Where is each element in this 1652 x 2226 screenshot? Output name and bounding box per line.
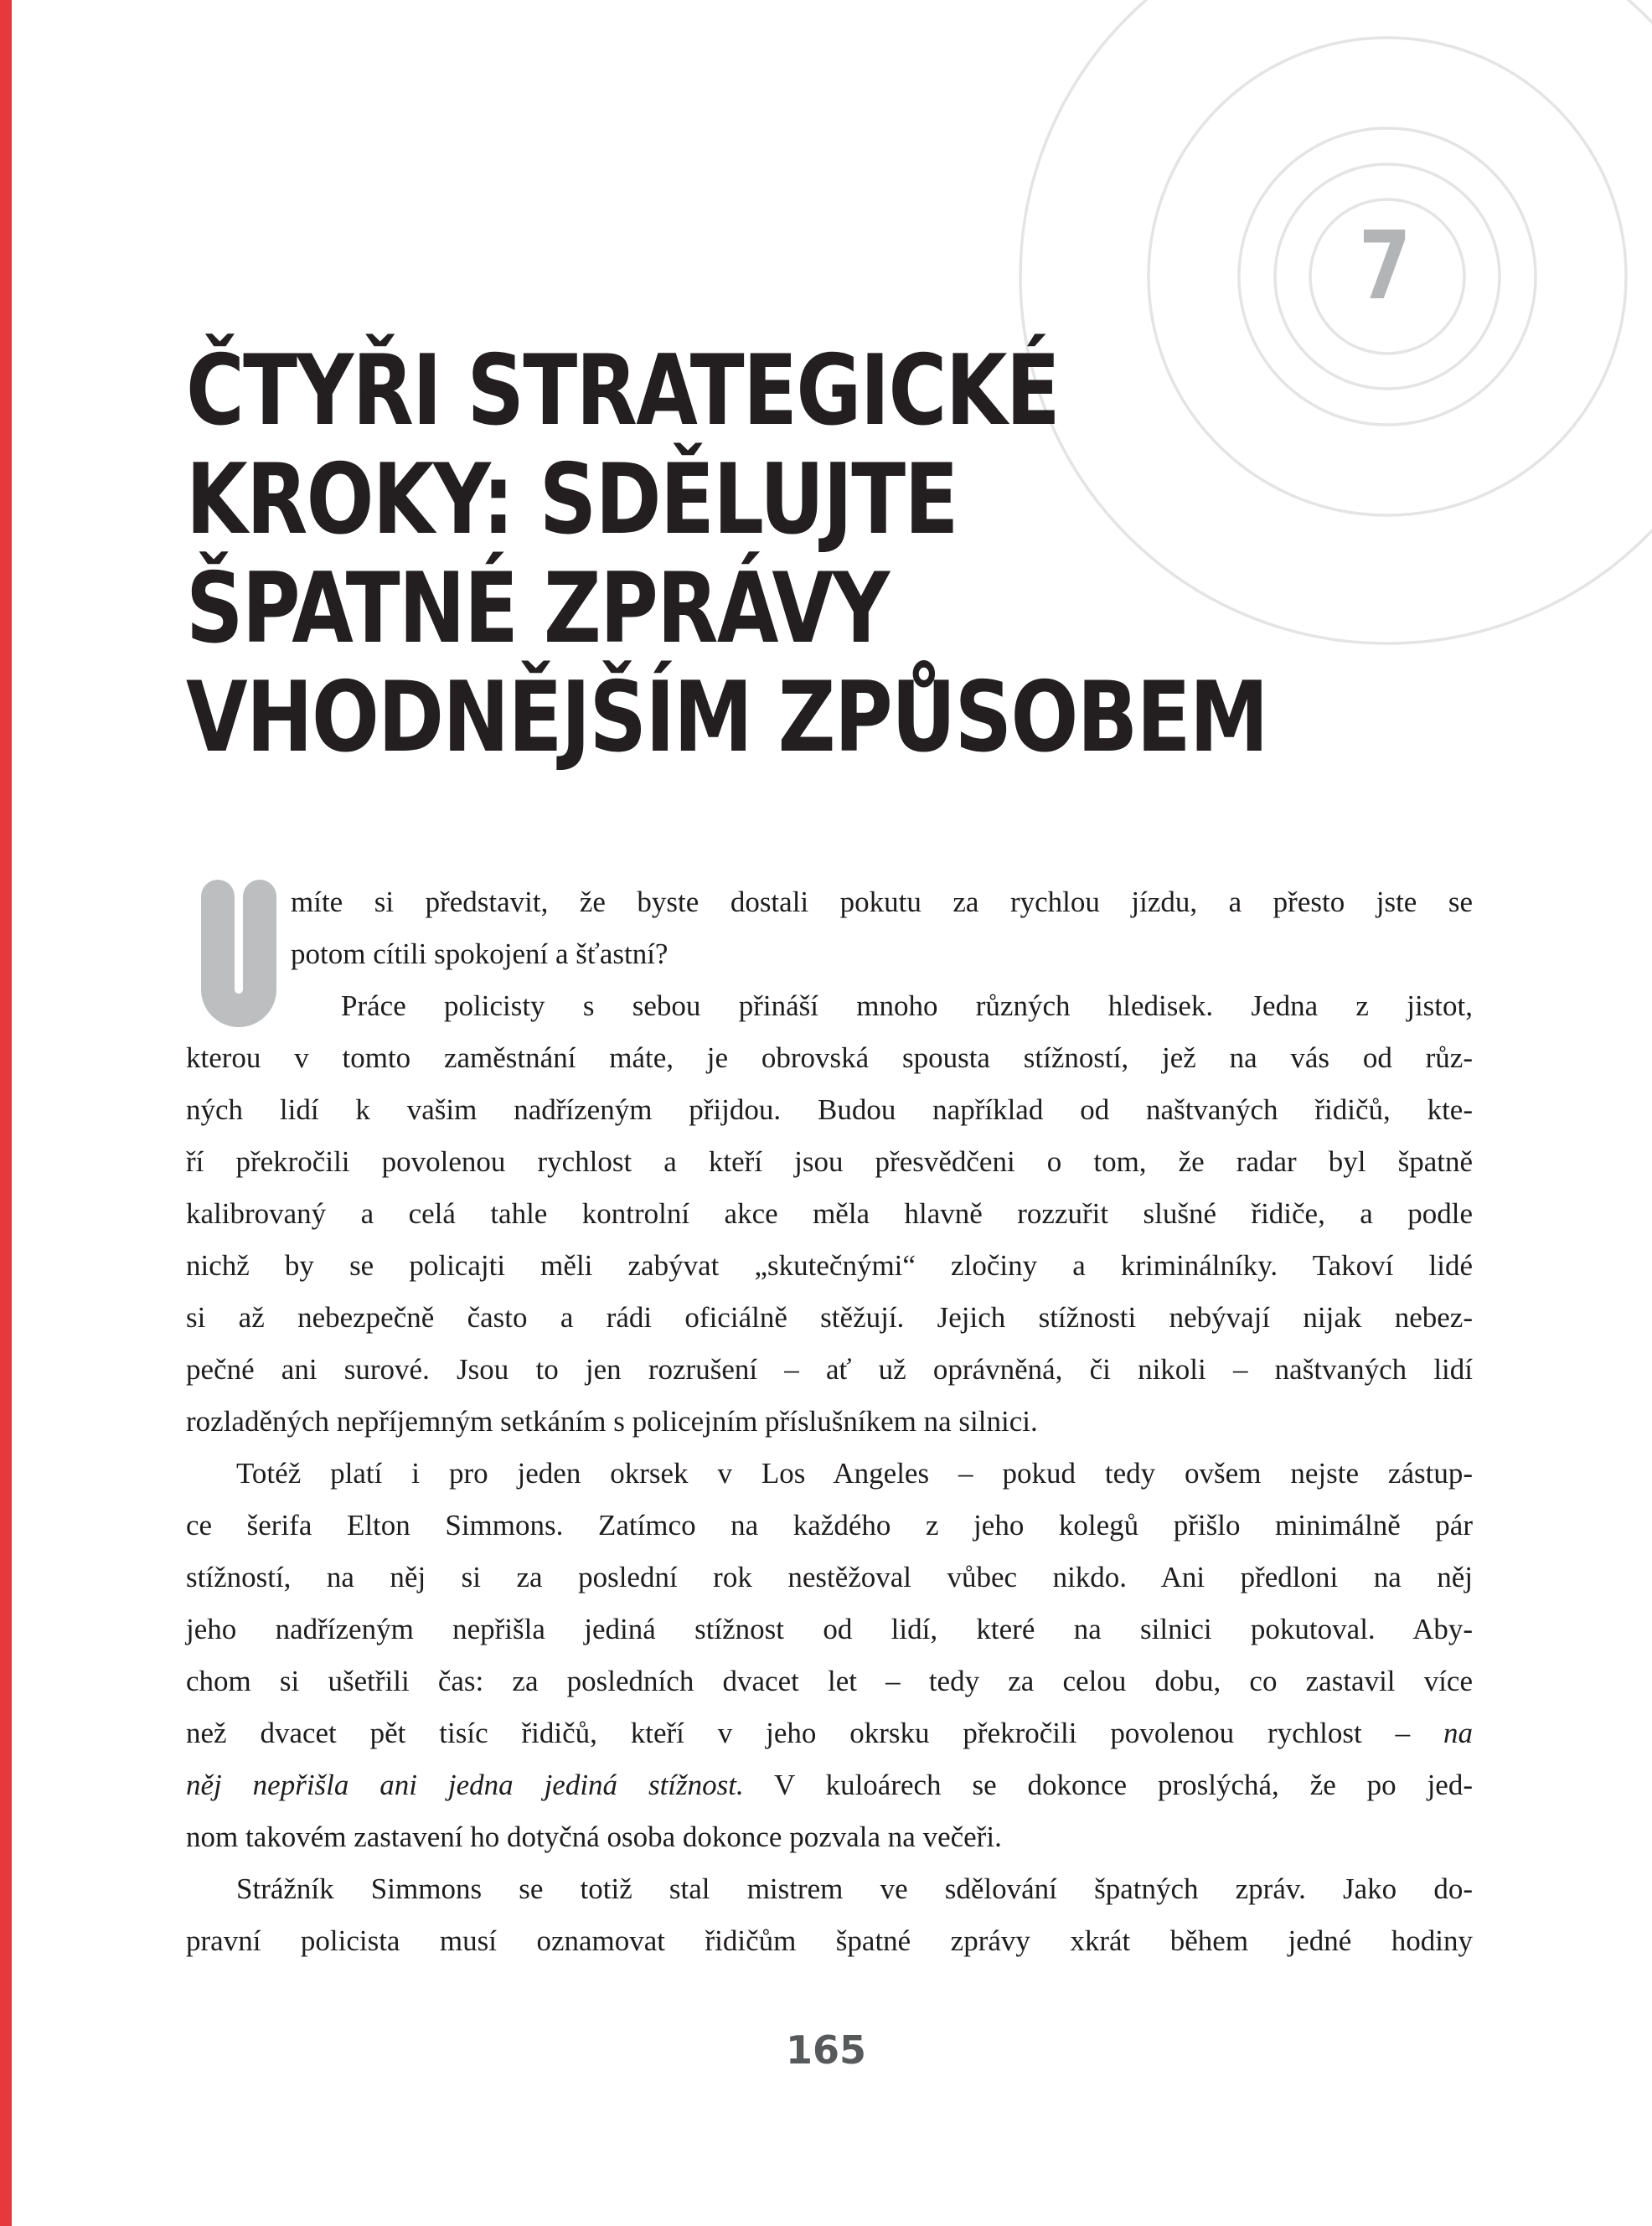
body-line xyxy=(186,1604,1473,1655)
body-segment-italic: na xyxy=(1443,1717,1473,1749)
body-line xyxy=(186,1188,1473,1240)
body-text xyxy=(186,876,1473,1967)
page-number: 165 xyxy=(785,2027,867,2073)
chapter-title-line-4: VHODNĚJŠÍM ZPŮSOBEM xyxy=(186,661,1267,774)
body-segment: chom si ušetřili čas: za posledních dvacet let – tedy za celou dobu, co zastavil více xyxy=(186,1665,1473,1697)
body-segment: pečné ani surové. Jsou to jen rozrušení – ať už oprávněná, či nikoli – naštvaných lidí xyxy=(186,1353,1473,1386)
body-segment: V kuloárech se dokonce proslýchá, že po jed- xyxy=(743,1769,1473,1801)
body-segment: ných lidí k vašim nadřízeným přijdou. Budou například od naštvaných řidičů, kte- xyxy=(186,1093,1473,1126)
body-line xyxy=(186,1707,1473,1759)
body-segment: nom takovém zastavení ho dotyčná osoba dokonce pozvala na večeři. xyxy=(186,1821,1002,1853)
body-line xyxy=(186,1811,1473,1863)
body-line xyxy=(186,1344,1473,1396)
body-segment: než dvacet pět tisíc řidičů, kteří v jeho okrsku překročili povolenou rychlost – xyxy=(186,1717,1443,1749)
body-line xyxy=(186,876,1473,928)
body-line xyxy=(186,1032,1473,1084)
body-line xyxy=(186,1292,1473,1344)
page-edge-red-bar xyxy=(0,0,12,2226)
body-line xyxy=(186,1863,1473,1915)
body-segment: jeho nadřízeným nepřišla jediná stížnost od lidí, které na silnici pokutoval. Aby- xyxy=(186,1613,1473,1645)
drop-cap-u-glyph xyxy=(193,878,285,1039)
body-segment: Totéž platí i pro jeden okrsek v Los Angeles – pokud tedy ovšem nejste zástup- xyxy=(236,1457,1473,1490)
body-segment: stížností, na něj si za poslední rok nestěžoval vůbec nikdo. Ani předloni na něj xyxy=(186,1561,1473,1593)
body-segment: ří překročili povolenou rychlost a kteří jsou přesvědčeni o tom, že radar byl špatně xyxy=(186,1145,1473,1178)
body-segment: potom cítili spokojení a šťastní? xyxy=(291,937,669,970)
drop-cap xyxy=(186,876,291,1030)
chapter-title-line-1: ČTYŘI STRATEGICKÉ xyxy=(186,334,1060,447)
body-line xyxy=(186,1915,1473,1967)
body-segment: nichž by se policajti měli zabývat „skutečnými“ zločiny a kriminálníky. Takoví lidé xyxy=(186,1249,1473,1282)
chapter-number: 7 xyxy=(1359,212,1412,321)
body-line xyxy=(186,1759,1473,1811)
body-segment: Strážník Simmons se totiž stal mistrem ve sdělování špatných zpráv. Jako do- xyxy=(236,1872,1473,1905)
chapter-title-line-3: ŠPATNÉ ZPRÁVY xyxy=(186,552,889,665)
body-line xyxy=(186,1136,1473,1188)
body-segment: Práce policisty s sebou přináší mnoho různých hledisek. Jedna z jistot, xyxy=(341,989,1473,1022)
body-segment: míte si představit, že byste dostali pokutu za rychlou jízdu, a přesto jste se xyxy=(291,886,1473,918)
body-segment-italic: něj nepřišla ani jedna jediná stížnost. xyxy=(186,1769,744,1801)
chapter-title xyxy=(186,334,1267,774)
body-segment: si až nebezpečně často a rádi oficiálně stěžují. Jejich stížnosti nebývají nijak nebez- xyxy=(186,1301,1473,1334)
body-segment: kterou v tomto zaměstnání máte, je obrovská spousta stížností, jež na vás od růz- xyxy=(186,1041,1473,1074)
body-line xyxy=(186,1396,1473,1448)
body-line xyxy=(186,1655,1473,1707)
body-line xyxy=(186,1500,1473,1552)
drop-cap-letter xyxy=(186,876,187,877)
chapter-title-line-2: KROKY: SDĚLUJTE xyxy=(186,443,958,556)
body-segment: kalibrovaný a celá tahle kontrolní akce měla hlavně rozzuřit slušné řidiče, a podle xyxy=(186,1197,1473,1230)
body-line xyxy=(186,1084,1473,1136)
body-line xyxy=(186,1240,1473,1292)
body-line xyxy=(186,1448,1473,1500)
body-segment: rozladěných nepříjemným setkáním s policejním příslušníkem na silnici. xyxy=(186,1405,1038,1438)
body-line xyxy=(186,980,1473,1032)
body-segment: ce šerifa Elton Simmons. Zatímco na každého z jeho kolegů přišlo minimálně pár xyxy=(186,1509,1473,1542)
body-line xyxy=(186,1552,1473,1604)
body-line xyxy=(186,928,1473,980)
body-segment: pravní policista musí oznamovat řidičům špatné zprávy xkrát během jedné hodiny xyxy=(186,1924,1473,1957)
